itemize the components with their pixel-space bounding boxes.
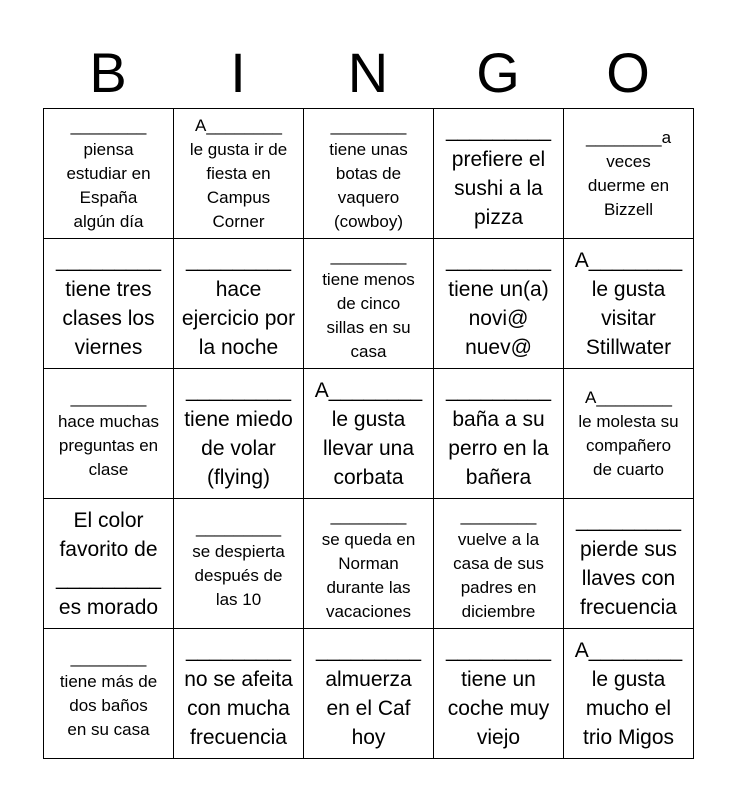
bingo-square-text: A________ le gusta llevar una corbata: [314, 378, 423, 489]
bingo-square-text: _________ tiene tres clases los viernes: [55, 248, 162, 359]
bingo-card: [43, 108, 694, 759]
bingo-square-text: ________ tiene menos de cinco sillas en su casa: [322, 245, 415, 361]
bingo-square[interactable]: [44, 629, 174, 759]
bingo-square-text: _________ se despierta después de las 10: [192, 517, 285, 609]
bingo-row: [44, 499, 694, 629]
bingo-square[interactable]: [174, 629, 304, 759]
bingo-square[interactable]: [564, 369, 694, 499]
bingo-square[interactable]: [174, 239, 304, 369]
bingo-square[interactable]: [44, 239, 174, 369]
bingo-square-text: _________ tiene un coche muy viejo: [445, 638, 552, 749]
bingo-square-text: A________ le gusta mucho el trio Migos: [574, 638, 683, 749]
bingo-square[interactable]: [564, 629, 694, 759]
bingo-square[interactable]: [174, 499, 304, 629]
title-letter-b: B: [89, 41, 127, 104]
bingo-square[interactable]: [174, 109, 304, 239]
bingo-square[interactable]: [304, 629, 434, 759]
bingo-square-text: _________ prefiere el sushi a la pizza: [445, 118, 552, 229]
title-letter-g: G: [476, 41, 520, 104]
bingo-row: [44, 109, 694, 239]
bingo-square[interactable]: [304, 239, 434, 369]
bingo-square-text: _________ almuerza en el Caf hoy: [315, 638, 422, 749]
bingo-square[interactable]: [44, 499, 174, 629]
bingo-square[interactable]: [304, 499, 434, 629]
bingo-square-text: El color favorito de _________ es morado: [55, 508, 162, 619]
bingo-square-text: _________ baña a su perro en la bañera: [445, 378, 552, 489]
title-letter-o: O: [606, 41, 650, 104]
bingo-square[interactable]: [174, 369, 304, 499]
bingo-square-text: _________ hace ejercicio por la noche: [181, 248, 296, 359]
bingo-square-text: ________ tiene más de dos baños en su casa: [59, 647, 158, 739]
bingo-square-text: A________ le gusta ir de fiesta en Campus Corner: [189, 115, 288, 231]
bingo-square[interactable]: [564, 239, 694, 369]
bingo-square[interactable]: [304, 369, 434, 499]
bingo-row: [44, 629, 694, 759]
bingo-square-text: ________ hace muchas preguntas en clase: [57, 387, 160, 479]
bingo-square[interactable]: [434, 109, 564, 239]
bingo-square-text: _________ tiene miedo de volar (flying): [184, 378, 293, 489]
bingo-square-text: _________ pierde sus llaves con frecuencia: [575, 508, 682, 619]
title-letter-n: N: [347, 41, 389, 104]
bingo-square-text: _________ no se afeita con mucha frecuencia: [184, 638, 293, 749]
bingo-square-text: ________ tiene unas botas de vaquero (cowboy): [329, 115, 408, 231]
bingo-row: [44, 369, 694, 499]
bingo-square-text: ________ piensa estudiar en España algún día: [66, 115, 151, 231]
bingo-square-text: A________ le molesta su compañero de cuarto: [578, 387, 679, 479]
bingo-square-text: ________ se queda en Norman durante las vacaciones: [321, 505, 416, 621]
bingo-square[interactable]: [304, 109, 434, 239]
bingo-title: [43, 38, 693, 108]
bingo-square-text: ________ vuelve a la casa de sus padres en diciembre: [453, 505, 544, 621]
bingo-square-text: _________ tiene un(a) novi@ nuev@: [445, 248, 552, 359]
bingo-square-text: ________a veces duerme en Bizzell: [585, 127, 672, 219]
bingo-square[interactable]: [434, 239, 564, 369]
bingo-square[interactable]: [564, 499, 694, 629]
bingo-square[interactable]: [434, 629, 564, 759]
bingo-square[interactable]: [564, 109, 694, 239]
bingo-square[interactable]: [434, 499, 564, 629]
bingo-square-text: A________ le gusta visitar Stillwater: [574, 248, 683, 359]
bingo-row: [44, 239, 694, 369]
bingo-square[interactable]: [44, 369, 174, 499]
bingo-square[interactable]: [434, 369, 564, 499]
bingo-square[interactable]: [44, 109, 174, 239]
title-letter-i: I: [230, 41, 246, 104]
